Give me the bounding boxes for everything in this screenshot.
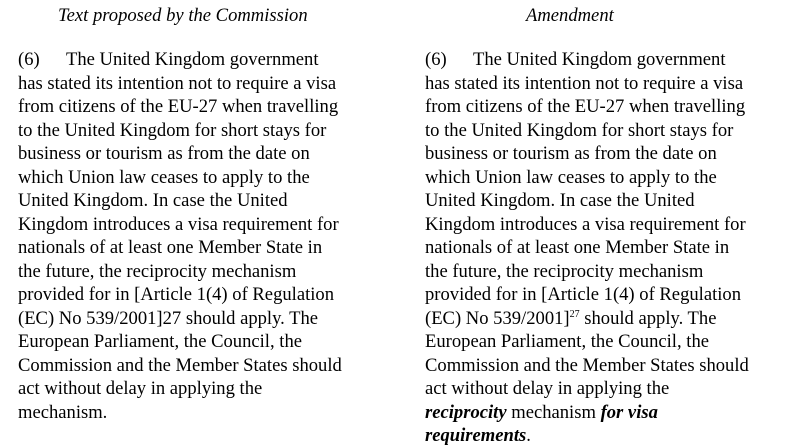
column-header-amendment: Amendment bbox=[526, 5, 614, 26]
paragraph-line: from citizens of the EU-27 when travelling bbox=[425, 96, 746, 117]
paragraph-line: provided for in [Article 1(4) of Regulation bbox=[425, 284, 742, 305]
paragraph-line: to the United Kingdom for short stays for bbox=[425, 119, 734, 141]
paragraph-line: business or tourism as from the date on bbox=[425, 143, 717, 164]
paragraph-line: requirements. bbox=[425, 425, 531, 446]
paragraph-line: United Kingdom. In case the United bbox=[18, 190, 288, 211]
paragraph-line: (6) The United Kingdom government bbox=[425, 49, 726, 70]
footnote-reference: 27 bbox=[569, 308, 580, 320]
paragraph-line: the future, the reciprocity mechanism bbox=[425, 260, 704, 282]
paragraph-line: (EC) No 539/2001]$^{27}$ should apply. The bbox=[425, 307, 717, 329]
paragraph-line: has stated its intention not to require a visa bbox=[425, 72, 744, 94]
paragraph-line: act without delay in applying the bbox=[425, 378, 670, 399]
paragraph-number: (6) bbox=[18, 49, 40, 70]
commission-paragraph bbox=[18, 48, 342, 424]
paragraph-line: has stated its intention not to require a visa bbox=[18, 72, 337, 94]
amended-text: reciprocity bbox=[425, 401, 507, 423]
paragraph-line: European Parliament, the Council, the bbox=[18, 331, 302, 352]
amended-text: requirements bbox=[425, 425, 527, 446]
paragraph-line: Kingdom introduces a visa requirement for bbox=[425, 213, 746, 235]
paragraph-line: provided for in [Article 1(4) of Regulation bbox=[18, 284, 335, 305]
amended-text: for visa bbox=[600, 401, 658, 423]
paragraph-line: Commission and the Member States should bbox=[18, 354, 342, 376]
paragraph-line: business or tourism as from the date on bbox=[18, 143, 310, 164]
paragraph-line: mechanism. bbox=[18, 401, 108, 423]
paragraph-line: which Union law ceases to apply to the bbox=[18, 166, 310, 188]
paragraph-line: United Kingdom. In case the United bbox=[425, 190, 695, 211]
column-header-commission: Text proposed by the Commission bbox=[58, 5, 308, 26]
paragraph-line: Commission and the Member States should bbox=[425, 354, 749, 376]
paragraph-line: reciprocity mechanism for visa bbox=[425, 401, 658, 423]
paragraph-line: nationals of at least one Member State in bbox=[425, 237, 730, 258]
paragraph-line: (EC) No 539/2001]27 should apply. The bbox=[18, 307, 319, 329]
paragraph-line: to the United Kingdom for short stays for bbox=[18, 119, 327, 141]
paragraph-line: act without delay in applying the bbox=[18, 378, 263, 399]
paragraph-number: (6) bbox=[425, 49, 447, 70]
paragraph-line: which Union law ceases to apply to the bbox=[425, 166, 717, 188]
paragraph-line: nationals of at least one Member State in bbox=[18, 237, 323, 258]
amendment-paragraph bbox=[425, 48, 749, 448]
paragraph-line: Kingdom introduces a visa requirement for bbox=[18, 213, 339, 235]
paragraph-line: (6) The United Kingdom government bbox=[18, 49, 319, 70]
paragraph-line: from citizens of the EU-27 when travelling bbox=[18, 96, 339, 117]
paragraph-line: the future, the reciprocity mechanism bbox=[18, 260, 297, 282]
paragraph-line: European Parliament, the Council, the bbox=[425, 331, 709, 352]
